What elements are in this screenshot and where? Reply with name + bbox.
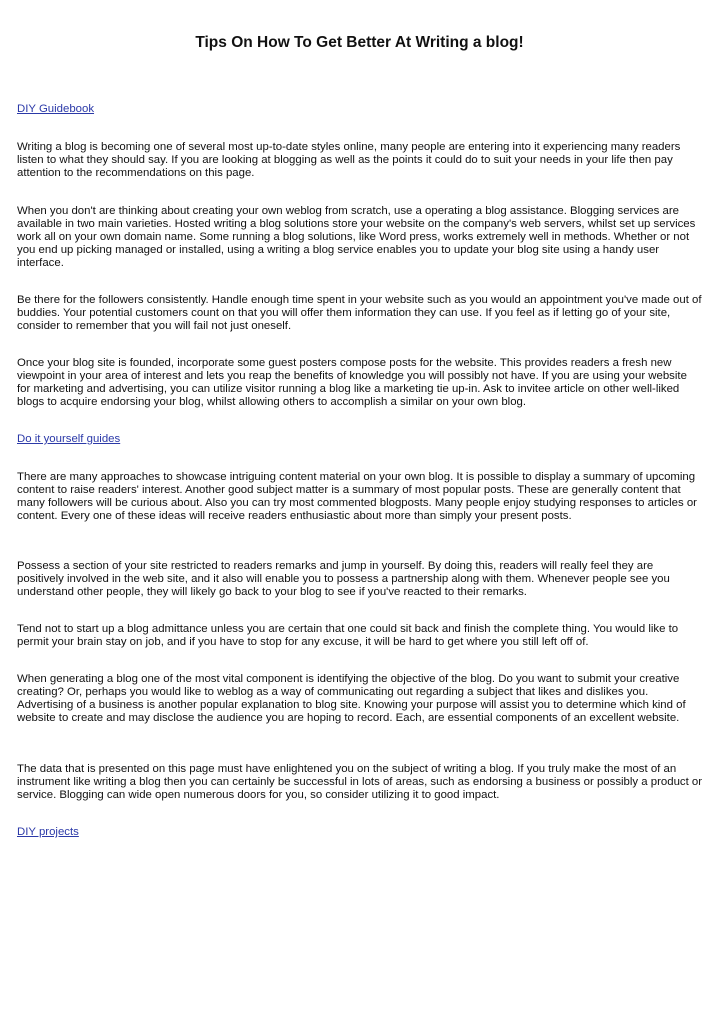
paragraph-5: There are many approaches to showcase intriguing content material on your own blog. It is possible to display a summary of upcoming content to raise readers' interest. Another good subject matter is a summary of most popular posts. These are generally content that many followers will be curious about. Also you can try most commented blogposts. Many people enjoy studying responses to articles or content. Every one of these ideas will receive readers enthusiastic about more than simply your present posts. (17, 471, 697, 522)
paragraph-6: Possess a section of your site restricted to readers remarks and jump in yourself. By doing this, readers will really feel they are positively involved in the web site, and it also will enable you to possess a partnership along with them. Whenever people see you understand other people, they will likely go back to your blog to see if you've reacted to their remarks. (17, 560, 670, 598)
do-it-yourself-guides-link[interactable]: Do it yourself guides (17, 433, 121, 445)
paragraph-8: When generating a blog one of the most vital component is identifying the objective of the blog. Do you want to submit your creative creating? Or, perhaps you would like to weblog as a way of communicating out regarding a subject that likes and dislikes you. Advertising of a business is another popular explanation to blog site. Knowing your purpose will assist you to determine which kind of website to create and may disclose the audience you are hoping to record. Each, are essential components of an excellent website. (17, 673, 686, 724)
paragraph-4: Once your blog site is founded, incorporate some guest posters compose posts for the website. This provides readers a fresh new viewpoint in your area of interest and lets you reap the benefits of knowledge you will possibly not have. If you are using your website for marketing and advertising, you can utilize visitor running a blog like a marketing tie up-in. Ask to invitee article on other well-liked blogs to acquire endorsing your blog, whilst allowing others to accomplish a similar on your own blog. (17, 357, 687, 408)
page-title: Tips On How To Get Better At Writing a blog! (195, 34, 524, 51)
paragraph-3: Be there for the followers consistently. Handle enough time spent in your website such as you would an appointment you've made out of buddies. Your potential customers count on that you will offer them information they can use. If you feel as if letting go of your site, consider to remember that you will fail not just oneself. (17, 294, 702, 332)
diy-guidebook-link[interactable]: DIY Guidebook (17, 103, 95, 115)
diy-projects-link[interactable]: DIY projects (17, 826, 79, 838)
paragraph-9: The data that is presented on this page must have enlightened you on the subject of writing a blog. If you truly make the most of an instrument like writing a blog then you can certainly be successful in lots of areas, such as endorsing a business or possibly a product or service. Blogging can wide open numerous doors for you, so consider utilizing it to good impact. (17, 763, 703, 801)
paragraph-2: When you don't are thinking about creating your own weblog from scratch, use a operating a blog assistance. Blogging services are available in two main varieties. Hosted writing a blog solutions store your website on the company's web servers, whilst set up services work all on your own domain name. Some running a blog solutions, like Word press, works extremely well in methods. Whether or not you end up picking managed or installed, using a writing a blog service enables you to update your blog site using a handy user interface. (17, 205, 696, 269)
paragraph-7: Tend not to start up a blog admittance unless you are certain that one could sit back and finish the complete thing. You would like to permit your brain stay on job, and if you have to stop for any excuse, it will be hard to get where you still left off of. (17, 623, 679, 648)
paragraph-1: Writing a blog is becoming one of several most up-to-date styles online, many people are entering into it experiencing many readers listen to what they should say. If you are looking at blogging as well as the points it could do to suit your needs in your life then pay attention to the recommendations on this page. (17, 141, 681, 179)
